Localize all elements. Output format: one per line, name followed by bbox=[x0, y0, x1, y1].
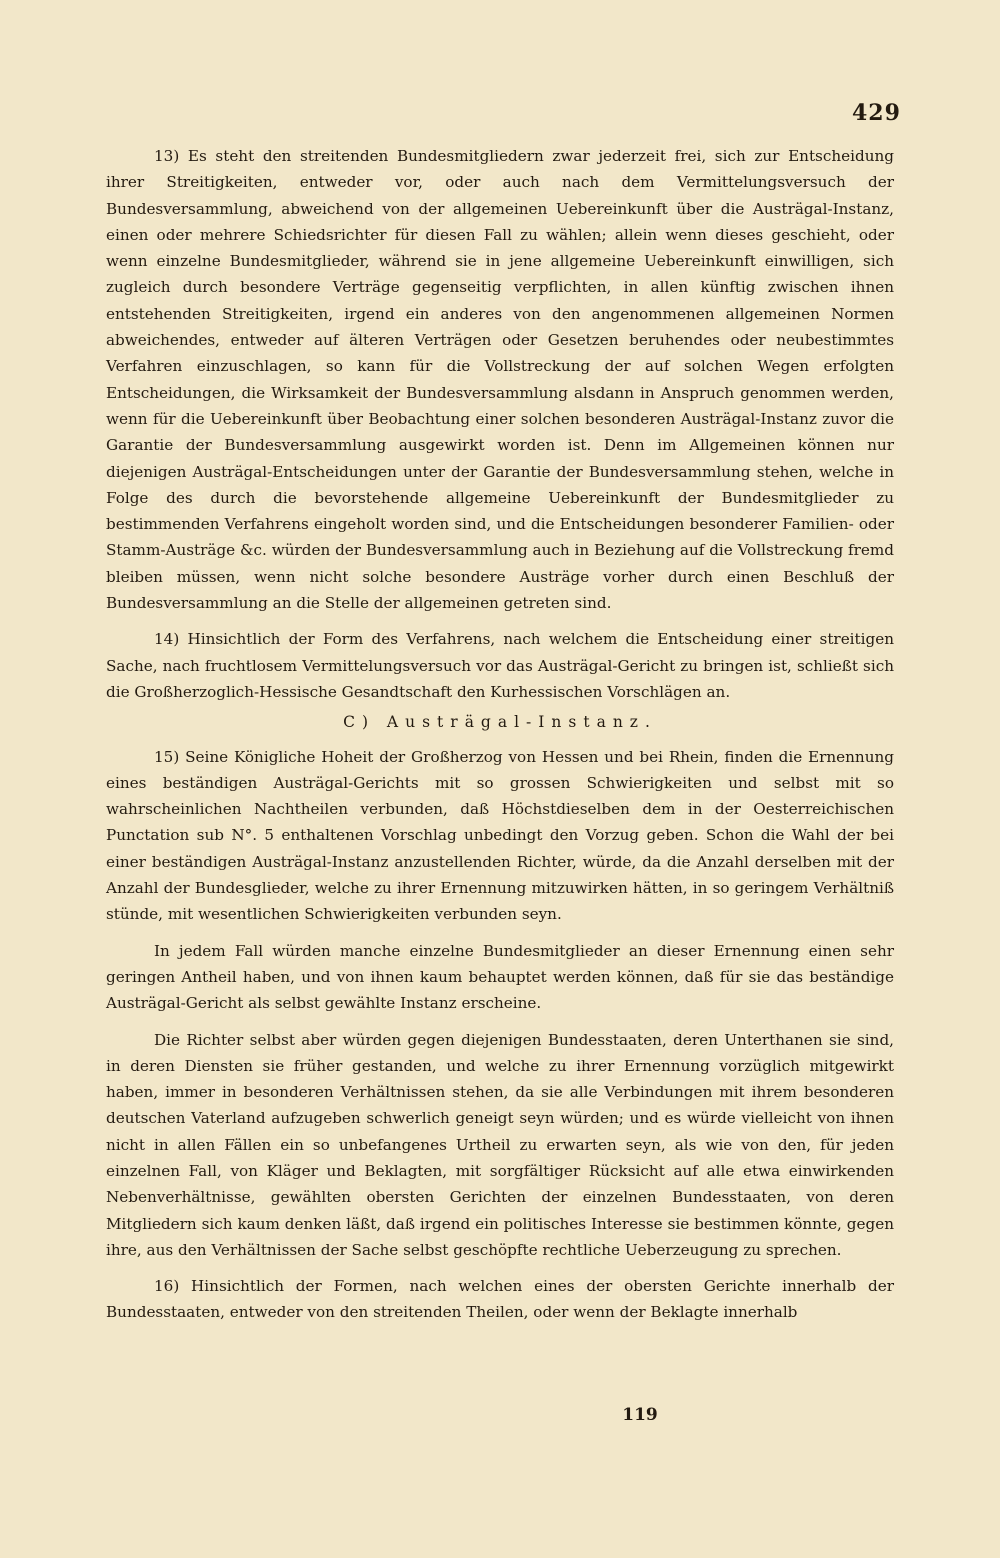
paragraph-judges: Die Richter selbst aber würden gegen diejenigen Bundesstaaten, deren Unterthanen sie sind, in deren Diensten sie früher gestanden, und welche zu ihrer Ernennung vorzüglich mitgewirkt haben, immer in besonderen Verhältnissen stehen, da sie alle Verbindungen mit ihrem besonderen deutschen Vaterland aufzugeben schwerlich geneigt seyn würden; und es würde vielleicht von ihnen nicht in allen Fällen ein so unbefangenes Urtheil zu erwarten seyn, als wie von den, für jeden einzelnen Fall, von Kläger und Beklagten, mit sorgfältiger Rücksicht auf alle etwa einwirkenden Nebenverhältnisse, gewählten obersten Gerichten der einzelnen Bundesstaaten, von deren Mitgliedern sich kaum denken läßt, daß irgend ein politisches Interesse sie bestimmen könnte, gegen ihre, aus den Verhältnissen der Sache selbst geschöpfte rechtliche Ueberzeugung zu sprechen. bbox=[106, 1030, 894, 1259]
paragraph-15-continued: In jedem Fall würden manche einzelne Bundesmitglieder an dieser Ernennung einen sehr geringen Antheil haben, und von ihnen kaum behauptet werden können, daß für sie das beständige Austrägal-Gericht als selbst gewählte Instanz erscheine. bbox=[106, 941, 894, 1013]
page-number: 429 bbox=[852, 100, 901, 126]
paragraph-15: 15) Seine Königliche Hoheit der Großherzog von Hessen und bei Rhein, finden die Ernennung eines beständigen Austrägal-Gerichts mit so grossen Schwierigkeiten und selbst mit so wahrscheinlichen Nachtheilen verbunden, daß Höchstdieselben dem in der Oesterreichischen Punctation sub N°. 5 enthaltenen Vorschlag unbedingt den Vorzug geben. Schon die Wahl der bei einer beständigen Austrägal-Instanz anzustellenden Richter, würde, da die Anzahl derselben mit der Anzahl der Bundesglieder, welche zu ihrer Ernennung mitzuwirken hätten, in so geringem Verhältniß stünde, mit wesentlichen Schwierigkeiten verbunden seyn. bbox=[106, 747, 894, 924]
paragraph-14: 14) Hinsichtlich der Form des Verfahrens, nach welchem die Entscheidung einer streitigen Sache, nach fruchtlosem Vermittelungsversuch vor das Austrägal-Gericht zu bringen ist, schließt sich die Großherzoglich-Hessische Gesandtschaft den Kurhessischen Vorschlägen an. bbox=[106, 630, 894, 701]
paragraph-13: 13) Es steht den streitenden Bundesmitgliedern zwar jederzeit frei, sich zur Entscheidung ihrer Streitigkeiten, entweder vor, oder auch nach dem Vermittelungsversuch der Bundesversammlung, abweichend von der allgemeinen Uebereinkunft über die Austrägal-Instanz, einen oder mehrere Schiedsrichter für diesen Fall zu wählen; allein wenn dieses geschieht, oder wenn einzelne Bundesmitglieder, während sie in jene allgemeine Uebereinkunft einwilligen, sich zugleich durch besondere Verträge gegenseitig verpflichten, in allen künftig zwischen ihnen entstehenden Streitigkeiten, irgend ein anderes von den angenommenen allgemeinen Normen abweichendes, entweder auf älteren Verträgen oder Gesetzen beruhendes oder neubestimmtes Verfahren einzuschlagen, so kann für die Vollstreckung der auf solchen Wegen erfolgten Entscheidungen, die Wirksamkeit der Bundesversammlung alsdann in Anspruch genommen werden, wenn für die Uebereinkunft über Beobachtung einer solchen besonderen Austrägal-Instanz zuvor die Garantie der Bundesversammlung ausgewirkt worden ist. Denn im Allgemeinen können nur diejenigen Austrägal-Entscheidungen unter der Garantie der Bundesversammlung stehen, welche in Folge des durch die bevorstehende allgemeine Uebereinkunft der Bundesmitglieder zu bestimmenden Verfahrens eingeholt worden sind, und die Entscheidungen besonderer Familien- oder Stamm-Austräge &c. würden der Bundesversammlung auch in Beziehung auf die Vollstreckung fremd bleiben müssen, wenn nicht solche besondere Austräge vorher durch einen Beschluß der Bundesversammlung an die Stelle der allgemeinen getreten sind. bbox=[106, 147, 894, 613]
body-text bbox=[106, 143, 894, 1326]
paragraph-16: 16) Hinsichtlich der Formen, nach welchen eines der obersten Gerichte innerhalb der Bundesstaaten, entweder von den streitenden Theilen, oder wenn der Beklagte innerhalb bbox=[106, 1277, 894, 1322]
section-heading: C) Austrägal-Instanz. bbox=[343, 713, 657, 732]
signature-mark: 119 bbox=[622, 1405, 658, 1425]
